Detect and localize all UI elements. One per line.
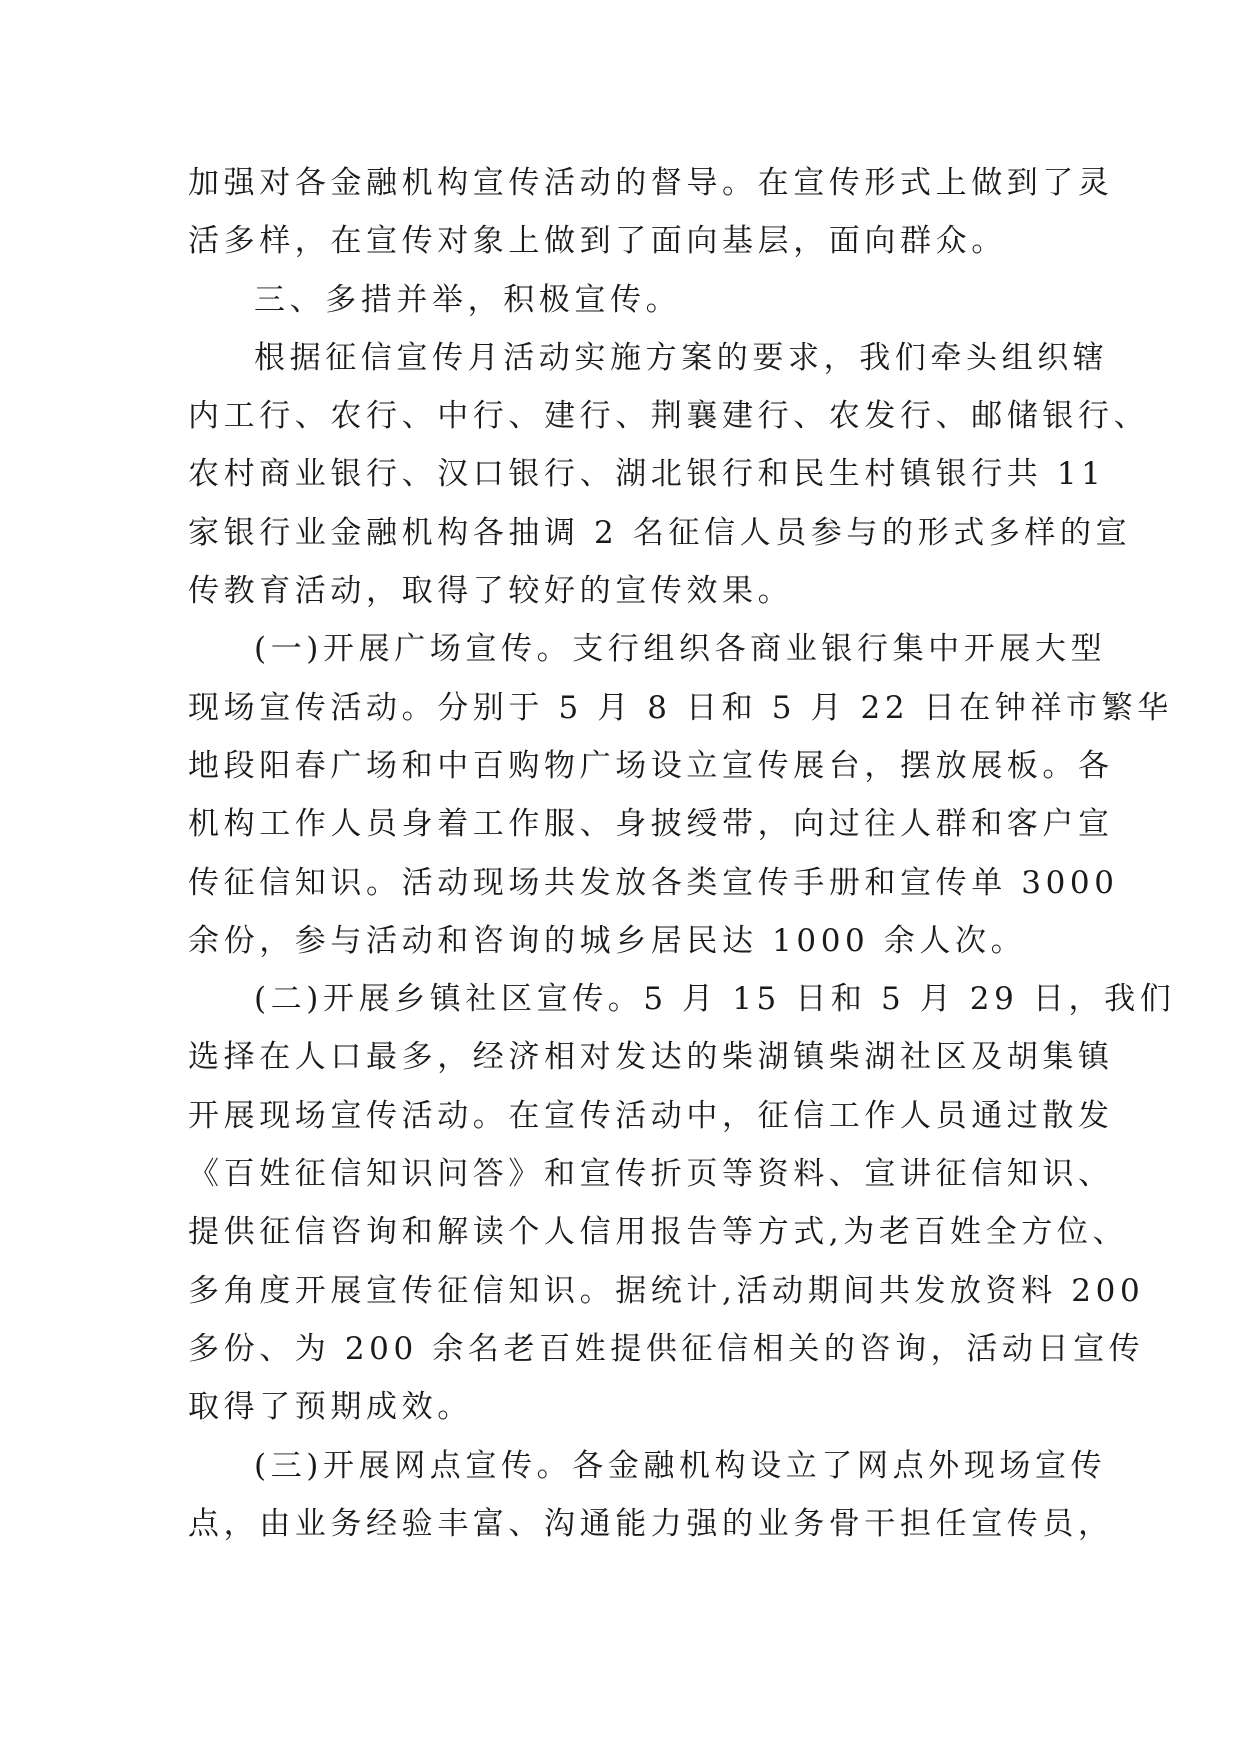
text-line: 《百姓征信知识问答》和宣传折页等资料、宣讲征信知识、 [188, 1156, 1114, 1193]
text-line: 农村商业银行、汉口银行、湖北银行和民生村镇银行共 11 [188, 456, 1106, 493]
text-line: 现场宣传活动。分别于 5 月 8 日和 5 月 22 日在钟祥市繁华 [188, 689, 1173, 726]
body-text [188, 154, 1176, 1553]
text-line: 点，由业务经验丰富、沟通能力强的业务骨干担任宣传员， [188, 1505, 1114, 1542]
text-line: 选择在人口最多，经济相对发达的柴湖镇柴湖社区及胡集镇 [188, 1039, 1114, 1076]
text-line: (三)开展网点宣传。各金融机构设立了网点外现场宣传 [254, 1447, 1107, 1484]
text-line: 传征信知识。活动现场共发放各类宣传手册和宣传单 3000 [188, 864, 1119, 901]
text-line: 多份、为 200 余名老百姓提供征信相关的咨询，活动日宣传 [188, 1330, 1145, 1367]
text-line: 开展现场宣传活动。在宣传活动中，征信工作人员通过散发 [188, 1097, 1114, 1134]
text-line: 多角度开展宣传征信知识。据统计,活动期间共发放资料 200 [188, 1272, 1145, 1309]
text-line: 根据征信宣传月活动实施方案的要求，我们牵头组织辖 [254, 339, 1109, 376]
text-line: 内工行、农行、中行、建行、荆襄建行、农发行、邮储银行、 [188, 398, 1150, 435]
text-line: 地段阳春广场和中百购物广场设立宣传展台，摆放展板。各 [188, 747, 1114, 784]
text-line: 家银行业金融机构各抽调 2 名征信人员参与的形式多样的宣 [188, 514, 1132, 551]
text-line: 传教育活动，取得了较好的宣传效果。 [188, 573, 794, 610]
text-line: 活多样，在宣传对象上做到了面向基层，面向群众。 [188, 223, 1007, 260]
text-line: (二)开展乡镇社区宣传。5 月 15 日和 5 月 29 日，我们 [254, 981, 1176, 1018]
text-line: 三、多措并举，积极宣传。 [254, 281, 682, 318]
text-line: 余份，参与活动和咨询的城乡居民达 1000 余人次。 [188, 922, 1027, 959]
text-line: 提供征信咨询和解读个人信用报告等方式,为老百姓全方位、 [188, 1214, 1129, 1251]
text-line: 机构工作人员身着工作服、身披绶带，向过往人群和客户宣 [188, 806, 1114, 843]
text-line: (一)开展广场宣传。支行组织各商业银行集中开展大型 [254, 631, 1107, 668]
text-line: 取得了预期成效。 [188, 1389, 473, 1426]
text-line: 加强对各金融机构宣传活动的督导。在宣传形式上做到了灵 [188, 165, 1114, 201]
